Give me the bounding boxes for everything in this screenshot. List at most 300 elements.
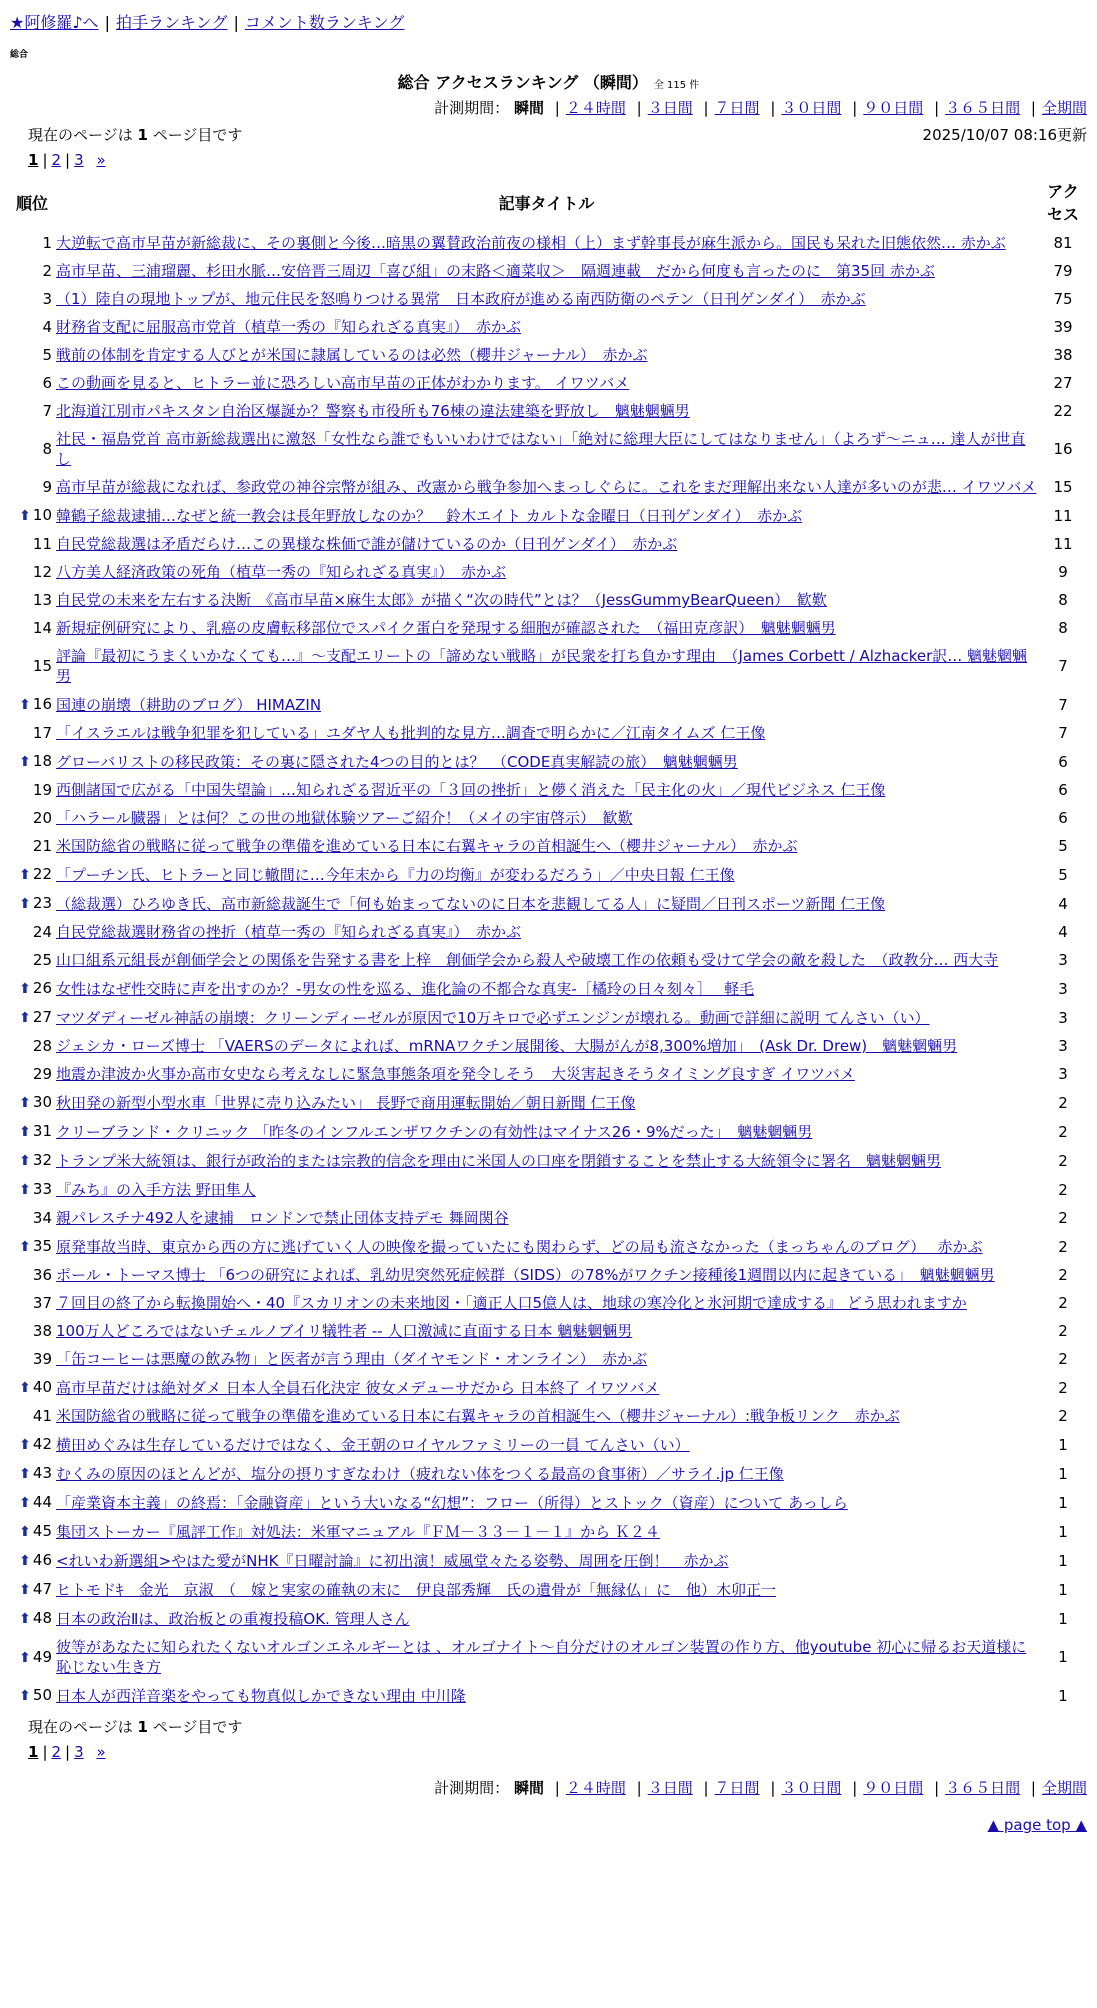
rank-cell <box>10 776 54 804</box>
article-title-link[interactable]: 自民党総裁選は矛盾だらけ…この異様な株価で誰が儲けているのか（日刊ゲンダイ） 赤かぶ <box>56 535 678 553</box>
access-count: 3 <box>1058 1008 1068 1027</box>
period-link-365d[interactable]: ３６５日間 <box>945 99 1021 117</box>
title-cell <box>54 586 1039 614</box>
rank-cell <box>10 1575 54 1604</box>
period-separator: | <box>934 99 940 117</box>
title-cell <box>54 1146 1039 1175</box>
table-row <box>10 1488 1087 1517</box>
title-cell <box>54 473 1039 501</box>
title-cell <box>54 1289 1039 1317</box>
page-top-link[interactable]: ▲ page top ▲ <box>987 1816 1087 1834</box>
table-row <box>10 719 1087 747</box>
article-title-link[interactable]: 自民党総裁選財務省の挫折（植草一秀の『知られざる真実』） 赤かぶ <box>56 923 522 941</box>
pager-next[interactable]: » <box>96 151 106 169</box>
rank-number: 14 <box>32 619 52 637</box>
rank-number: 18 <box>32 752 52 770</box>
access-count: 3 <box>1058 979 1068 998</box>
title-cell <box>54 1373 1039 1402</box>
access-count: 11 <box>1053 535 1073 553</box>
period-separator: | <box>1030 99 1036 117</box>
rank-cell <box>10 1117 54 1146</box>
table-row <box>10 1317 1087 1345</box>
rank-cell <box>10 397 54 425</box>
rank-cell <box>10 1146 54 1175</box>
table-row <box>10 501 1087 530</box>
current-page-suffix: ページ目です <box>152 1718 243 1736</box>
pager-page-2[interactable]: 2 <box>51 1743 62 1761</box>
access-count: 1 <box>1058 1686 1068 1705</box>
rank-number: 40 <box>32 1378 52 1396</box>
rank-number: 5 <box>42 346 52 364</box>
rank-number: 35 <box>32 1237 52 1255</box>
title-cell <box>54 341 1039 369</box>
article-title-link[interactable]: 評論『最初にうまくいかなくても…』〜支配エリートの「諦めない戦略」が民衆を打ち負かす理由 （James Corbett / Alzhacker訳… 魑魅魍魎男 <box>56 647 1028 685</box>
rank-cell <box>10 1546 54 1575</box>
rank-cell <box>10 257 54 285</box>
rank-cell <box>10 369 54 397</box>
rank-number: 23 <box>32 894 52 912</box>
rank-up-arrow-icon: ⬆ <box>19 754 31 770</box>
pager-bottom <box>28 1743 1087 1761</box>
article-title-link[interactable]: 原発事故当時、東京から西の方に逃げていく人の映像を撮っていたにも関わらず、どの局も流さなかった（まっちゃんのブログ） 赤かぶ <box>56 1237 983 1256</box>
rank-cell <box>10 1060 54 1088</box>
rank-up-arrow-icon: ⬆ <box>19 1437 31 1453</box>
access-count: 75 <box>1053 290 1073 308</box>
rank-number: 3 <box>42 290 52 308</box>
table-row <box>10 1459 1087 1488</box>
rank-cell <box>10 1317 54 1345</box>
access-count: 8 <box>1058 591 1068 609</box>
period-separator: | <box>554 1779 560 1797</box>
title-cell <box>54 1317 1039 1345</box>
table-row <box>10 1261 1087 1289</box>
period-link-90d[interactable]: ９０日間 <box>863 99 924 117</box>
nav-separator: | <box>104 13 110 32</box>
period-link-3d[interactable]: ３日間 <box>647 99 693 117</box>
page-info-row-bottom <box>28 1716 1087 1737</box>
table-row <box>10 1032 1087 1060</box>
period-link-24h[interactable]: ２４時間 <box>565 1779 626 1797</box>
access-count: 1 <box>1058 1609 1068 1628</box>
rank-up-arrow-icon: ⬆ <box>19 1553 31 1569</box>
article-title-link[interactable]: 韓鶴子総裁逮捕…なぜと統一教会は長年野放しなのか？ 鈴木エイト カルトな金曜日（日刊ゲンダイ） 赤かぶ <box>56 506 803 525</box>
period-separator: | <box>852 1779 858 1797</box>
period-link-365d[interactable]: ３６５日間 <box>945 1779 1021 1797</box>
access-count: 3 <box>1058 1065 1068 1083</box>
article-title-link[interactable]: マツダディーゼル神話の崩壊：クリーンディーゼルが原因で10万キロで必ずエンジンが壊れる。動画で詳細に説明 てんさい（い） <box>56 1008 930 1027</box>
rank-number: 33 <box>32 1180 52 1198</box>
access-count: 5 <box>1058 865 1068 884</box>
table-row <box>10 1633 1087 1681</box>
rank-up-arrow-icon: ⬆ <box>19 1153 31 1169</box>
rank-cell <box>10 530 54 558</box>
table-row <box>10 804 1087 832</box>
period-link-90d[interactable]: ９０日間 <box>863 1779 924 1797</box>
rank-number: 41 <box>32 1407 52 1425</box>
title-cell <box>54 1003 1039 1032</box>
table-row <box>10 558 1087 586</box>
rank-cell <box>10 889 54 918</box>
title-cell <box>54 974 1039 1003</box>
table-row <box>10 425 1087 473</box>
rank-cell <box>10 425 54 473</box>
period-separator: | <box>636 1779 642 1797</box>
access-count: 2 <box>1058 1122 1068 1141</box>
rank-number: 7 <box>42 402 52 420</box>
period-link-7d[interactable]: ７日間 <box>714 1779 760 1797</box>
pager-separator: | <box>65 151 71 169</box>
rank-number: 46 <box>32 1551 52 1569</box>
current-page-number: 1 <box>137 126 148 144</box>
article-title-link[interactable]: （総裁選）ひろゆき氏、高市新総裁誕生で「何も始まってないのに日本を悲観してる人」に疑問／日刊スポーツ新聞 仁王像 <box>56 894 886 913</box>
article-title-link[interactable]: 新規症例研究により、乳癌の皮膚転移部位でスパイク蛋白を発現する細胞が確認された （福田克彦訳） 魑魅魍魎男 <box>56 619 836 637</box>
pager-page-1[interactable]: 1 <box>28 151 39 169</box>
access-count: 79 <box>1053 262 1073 280</box>
period-link-all[interactable]: 全期間 <box>1041 99 1087 117</box>
rank-up-arrow-icon: ⬆ <box>19 1239 31 1255</box>
rank-number: 38 <box>32 1322 52 1340</box>
nav-link-applause-ranking[interactable]: 拍手ランキング <box>115 13 228 32</box>
title-cell <box>54 1459 1039 1488</box>
ranking-table <box>10 175 1087 1710</box>
header-title: 記事タイトル <box>498 193 595 213</box>
title-cell <box>54 1517 1039 1546</box>
pager-next[interactable]: » <box>96 1743 106 1761</box>
article-title-link[interactable]: 米国防総省の戦略に従って戦争の準備を進めている日本に右翼キャラの首相誕生へ（櫻井ジャーナル） 赤かぶ <box>56 837 798 855</box>
article-title-link[interactable]: 大逆転で高市早苗が新総裁に、その裏側と今後…暗黒の翼賛政治前夜の様相（上）まず幹事長が麻生派から。国民も呆れた旧態依然… 赤かぶ <box>56 234 1006 252</box>
rank-number: 34 <box>32 1209 52 1227</box>
rank-cell <box>10 1633 54 1681</box>
title-cell <box>54 1088 1039 1117</box>
article-title-link[interactable]: 西側諸国で広がる「中国失望論」…知られざる習近平の「３回の挫折」と儚く消えた「民主化の火」／現代ビジネス 仁王像 <box>56 781 886 799</box>
access-count: 2 <box>1058 1322 1068 1340</box>
article-title-link[interactable]: 『みち』の入手方法 野田隼人 <box>56 1180 256 1199</box>
access-count: 39 <box>1053 318 1073 336</box>
period-separator: | <box>1030 1779 1036 1797</box>
rank-cell <box>10 1088 54 1117</box>
period-separator: | <box>934 1779 940 1797</box>
table-row <box>10 1060 1087 1088</box>
access-count: 8 <box>1058 619 1068 637</box>
table-row <box>10 642 1087 690</box>
pager-page-1[interactable]: 1 <box>28 1743 39 1761</box>
article-title-link[interactable]: ポール・トーマス博士 「6つの研究によれば、乳幼児突然死症候群（SIDS）の78%がワクチン接種後1週間以内に起きている」 魑魅魍魎男 <box>56 1266 995 1284</box>
rank-number: 45 <box>32 1522 52 1540</box>
rank-cell <box>10 832 54 860</box>
article-title-link[interactable]: 親パレスチナ492人を逮捕 ロンドンで禁止団体支持デモ 舞岡関谷 <box>56 1209 509 1227</box>
rank-up-arrow-icon: ⬆ <box>19 1095 31 1111</box>
rank-cell <box>10 1430 54 1459</box>
rank-number: 11 <box>32 535 52 553</box>
article-title-link[interactable]: 八方美人経済政策の死角（植草一秀の『知られざる真実』） 赤かぶ <box>56 563 507 581</box>
title-cell <box>54 1204 1039 1232</box>
current-page-prefix: 現在のページは <box>28 1718 133 1736</box>
article-title-link[interactable]: 100万人どころではないチェルノブイリ犠牲者 -- 人口激減に直面する日本 魑魅魍魎男 <box>56 1322 633 1340</box>
rank-up-arrow-icon: ⬆ <box>19 1611 31 1627</box>
period-link-7d[interactable]: ７日間 <box>714 99 760 117</box>
access-count: 2 <box>1058 1350 1068 1368</box>
rank-cell <box>10 229 54 257</box>
rank-number: 22 <box>32 865 52 883</box>
title-cell <box>54 642 1039 690</box>
article-title-link[interactable]: 山口組系元組長が創価学会との関係を告発する書を上梓 創価学会から殺人や破壊工作の依頼も受けて学会の敵を殺した （政教分… 西大寺 <box>56 951 999 969</box>
rank-cell <box>10 719 54 747</box>
rank-cell <box>10 1517 54 1546</box>
header-rank: 順位 <box>15 193 48 213</box>
rank-number: 2 <box>42 262 52 280</box>
period-label: 計測期間： <box>434 1779 510 1797</box>
title-cell <box>54 369 1039 397</box>
period-link-30d[interactable]: ３０日間 <box>781 99 842 117</box>
category-label: 総合 <box>10 50 29 60</box>
access-count: 1 <box>1058 1522 1068 1541</box>
rank-up-arrow-icon: ⬆ <box>19 1524 31 1540</box>
rank-number: 42 <box>32 1435 52 1453</box>
article-title-link[interactable]: 北海道江別市パキスタン自治区爆誕か？警察も市役所も76棟の違法建築を野放し 魑魅魍魎男 <box>56 402 690 420</box>
access-count: 1 <box>1058 1551 1068 1570</box>
rank-up-arrow-icon: ⬆ <box>19 697 31 713</box>
rank-cell <box>10 974 54 1003</box>
rank-number: 47 <box>32 1580 52 1598</box>
period-link-24h[interactable]: ２４時間 <box>565 99 626 117</box>
rank-number: 44 <box>32 1493 52 1511</box>
table-row <box>10 1146 1087 1175</box>
rank-number: 8 <box>42 440 52 458</box>
rank-number: 43 <box>32 1464 52 1482</box>
access-count: 11 <box>1053 506 1073 525</box>
title-cell <box>54 860 1039 889</box>
article-title-link[interactable]: この動画を見ると、ヒトラー並に恐ろしい高市早苗の正体がわかります。 イワツバメ <box>56 374 630 392</box>
rank-up-arrow-icon: ⬆ <box>19 1688 31 1704</box>
article-title-link[interactable]: 彼等があなたに知られたくないオルゴンエネルギーとは 、オルゴナイト〜自分だけのオルゴン装置の作り方、他youtube 初心に帰るお天道様に恥じない生き方 <box>56 1638 1027 1676</box>
article-title-link[interactable]: 秋田発の新型小型水車「世界に売り込みたい」 長野で商用運転開始／朝日新聞 仁王像 <box>56 1093 636 1112</box>
rank-number: 12 <box>32 563 52 581</box>
rank-cell <box>10 690 54 719</box>
table-row <box>10 1175 1087 1204</box>
rank-number: 17 <box>32 724 52 742</box>
title-cell <box>54 776 1039 804</box>
rank-cell <box>10 1604 54 1633</box>
access-count: 1 <box>1058 1648 1068 1666</box>
current-page-suffix: ページ目です <box>152 126 243 144</box>
rank-up-arrow-icon: ⬆ <box>19 1466 31 1482</box>
table-row <box>10 1088 1087 1117</box>
pager-separator: | <box>42 1743 48 1761</box>
table-row <box>10 1289 1087 1317</box>
rank-number: 21 <box>32 837 52 855</box>
access-count: 3 <box>1058 951 1068 969</box>
access-count: 2 <box>1058 1151 1068 1170</box>
rank-number: 24 <box>32 923 52 941</box>
title-cell <box>54 690 1039 719</box>
access-count: 2 <box>1058 1378 1068 1397</box>
title-cell <box>54 1681 1039 1710</box>
title-cell <box>54 804 1039 832</box>
article-title-link[interactable]: 日本の政治Ⅱは、政治板との重複投稿OK. 管理人さん <box>56 1609 410 1628</box>
article-title-link[interactable]: トランプ米大統領は、銀行が政治的または宗教的信念を理由に米国人の口座を閉鎖することを禁止する大統領令に署名 魑魅魍魎男 <box>56 1151 942 1170</box>
article-title-link[interactable]: グローバリストの移民政策：その裏に隠された4つの目的とは？ （CODE真実解読の旅） 魑魅魍魎男 <box>56 752 738 771</box>
article-title-link[interactable]: 横田めぐみは生存しているだけではなく、金王朝のロイヤルファミリーの一員 てんさい（い） <box>56 1435 690 1454</box>
table-row <box>10 832 1087 860</box>
rank-number: 19 <box>32 781 52 799</box>
table-row <box>10 530 1087 558</box>
rank-cell <box>10 473 54 501</box>
access-count: 2 <box>1058 1294 1068 1312</box>
period-label: 計測期間： <box>434 99 510 117</box>
period-current: 瞬間 <box>513 99 544 117</box>
article-title-link[interactable]: 日本人が西洋音楽をやっても物真似しかできない理由 中川隆 <box>56 1686 466 1705</box>
rank-number: 50 <box>32 1686 52 1704</box>
table-row <box>10 614 1087 642</box>
title-cell <box>54 1117 1039 1146</box>
rank-number: 9 <box>42 478 52 496</box>
rank-cell <box>10 1232 54 1261</box>
article-title-link[interactable]: ジェシカ・ローズ博士 「VAERSのデータによれば、mRNAワクチン展開後、大腸がんが8,300%増加」 (Ask Dr. Drew) 魑魅魍魎男 <box>56 1037 958 1055</box>
rank-up-arrow-icon: ⬆ <box>19 1582 31 1598</box>
period-separator: | <box>703 1779 709 1797</box>
article-title-link[interactable]: 高市早苗、三浦瑠麗、杉田水脈…安倍晋三周辺「喜び組」の末路＜適菜収＞ 隔週連載 だから何度も言ったのに 第35回 赤かぶ <box>56 262 935 280</box>
rank-number: 28 <box>32 1037 52 1055</box>
article-title-link[interactable]: 「ハラール臓器」とは何？この世の地獄体験ツアーご紹介！（メイの宇宙啓示） 歓歎 <box>56 809 633 827</box>
rank-number: 27 <box>32 1008 52 1026</box>
article-title-link[interactable]: 戦前の体制を肯定する人びとが米国に隷属しているのは必然（櫻井ジャーナル） 赤かぶ <box>56 346 648 364</box>
rank-number: 4 <box>42 318 52 336</box>
access-count: 1 <box>1058 1493 1068 1512</box>
rank-up-arrow-icon: ⬆ <box>19 1010 31 1026</box>
access-count: 38 <box>1053 346 1073 364</box>
rank-up-arrow-icon: ⬆ <box>19 1649 31 1666</box>
article-title-link[interactable]: クリーブランド・クリニック 「昨冬のインフルエンザワクチンの有効性はマイナス26・9%だった」 魑魅魍魎男 <box>56 1122 813 1141</box>
title-cell <box>54 1232 1039 1261</box>
rank-cell <box>10 1681 54 1710</box>
period-link-30d[interactable]: ３０日間 <box>781 1779 842 1797</box>
pager-page-3[interactable]: 3 <box>74 1743 84 1761</box>
top-nav <box>10 10 1087 33</box>
article-title-link[interactable]: 高市早苗だけは絶対ダメ 日本人全員石化決定 彼女メデューサだから 日本終了 イワツバメ <box>56 1378 660 1397</box>
access-count: 1 <box>1058 1464 1068 1483</box>
rank-cell <box>10 1345 54 1373</box>
article-title-link[interactable]: 集団ストーカー『風評工作』対処法：米軍マニュアル『ＦＭ－３３－１－１』から Ｋ２４ <box>56 1522 660 1541</box>
table-row <box>10 889 1087 918</box>
period-link-all[interactable]: 全期間 <box>1041 1779 1087 1797</box>
rank-cell <box>10 1175 54 1204</box>
article-title-link[interactable]: 米国防総省の戦略に従って戦争の準備を進めている日本に右翼キャラの首相誕生へ（櫻井ジャーナル）:戦争板リンク 赤かぶ <box>56 1407 900 1425</box>
nav-link-comment-ranking[interactable]: コメント数ランキング <box>244 13 405 32</box>
access-count: 16 <box>1053 440 1073 458</box>
ranking-table-body <box>10 229 1087 1710</box>
article-title-link[interactable]: ７回目の終了から転換開始へ・40『スカリオンの未来地図・「適正人口5億人は、地球の寒冷化と氷河期で達成する』 どう思われますか <box>56 1294 967 1312</box>
access-count: 4 <box>1058 923 1068 941</box>
table-row <box>10 285 1087 313</box>
title-cell <box>54 1430 1039 1459</box>
table-row <box>10 1117 1087 1146</box>
table-row <box>10 229 1087 257</box>
table-row <box>10 1003 1087 1032</box>
article-title-link[interactable]: 自民党の未来を左右する決断 《高市早苗×麻生太郎》が描く“次の時代”とは？（JessGummyBearQueen） 歓歎 <box>56 591 827 609</box>
article-title-link[interactable]: 財務省支配に屈服高市党首（植草一秀の『知られざる真実』） 赤かぶ <box>56 318 522 336</box>
article-title-link[interactable]: 「プーチン氏、ヒトラーと同じ轍間に…今年末から『力の均衡』が変わるだろう」／中央日報 仁王像 <box>56 865 735 884</box>
rank-cell <box>10 747 54 776</box>
table-row <box>10 1345 1087 1373</box>
title-cell <box>54 397 1039 425</box>
title-cell <box>54 501 1039 530</box>
rank-cell <box>10 1032 54 1060</box>
pager-page-3[interactable]: 3 <box>74 151 84 169</box>
title-cell <box>54 1402 1039 1430</box>
article-title-link[interactable]: 「産業資本主義」の終焉：「金融資産」という大いなる“幻想”：フロー（所得）とストック（資産）について あっしら <box>56 1493 848 1512</box>
title-cell <box>54 1261 1039 1289</box>
article-title-link[interactable]: 地震か津波か火事か高市女史なら考えなしに緊急事態条項を発令しそう 大災害起きそうタイミング良すぎ イワツバメ <box>56 1065 855 1083</box>
title-cell <box>54 1488 1039 1517</box>
table-row <box>10 473 1087 501</box>
rank-number: 30 <box>32 1093 52 1111</box>
title-cell <box>54 1345 1039 1373</box>
article-title-link[interactable]: 「缶コーヒーは悪魔の飲み物」と医者が言う理由（ダイヤモンド・オンライン） 赤かぶ <box>56 1350 648 1368</box>
title-cell <box>54 1633 1039 1681</box>
rank-number: 36 <box>32 1266 52 1284</box>
rank-cell <box>10 1459 54 1488</box>
title-cell <box>54 1175 1039 1204</box>
rank-cell <box>10 918 54 946</box>
access-count: 15 <box>1053 478 1073 496</box>
access-count: 2 <box>1058 1209 1068 1227</box>
table-row <box>10 1575 1087 1604</box>
access-count: 9 <box>1058 563 1068 581</box>
rank-up-arrow-icon: ⬆ <box>19 896 31 912</box>
table-row <box>10 1681 1087 1710</box>
access-count: 6 <box>1058 781 1068 799</box>
pager-separator: | <box>42 151 48 169</box>
period-separator: | <box>703 99 709 117</box>
article-title-link[interactable]: 「イスラエルは戦争犯罪を犯している」ユダヤ人も批判的な見方…調査で明らかに／江南タイムズ 仁王像 <box>56 724 766 742</box>
period-link-3d[interactable]: ３日間 <box>647 1779 693 1797</box>
nav-link-asyura-home[interactable]: ★阿修羅♪へ <box>10 13 99 32</box>
article-title-link[interactable]: むくみの原因のほとんどが、塩分の摂りすぎなわけ（疲れない体をつくる最高の食事術）／サライ.jp 仁王像 <box>56 1464 784 1483</box>
rank-cell <box>10 1289 54 1317</box>
table-row <box>10 860 1087 889</box>
title-cell <box>54 558 1039 586</box>
access-count: 6 <box>1058 809 1068 827</box>
article-title-link[interactable]: 社民・福島党首 高市新総裁選出に激怒「女性なら誰でもいいわけではない」「絶対に総理大臣にしてはなりません」（よろず〜ニュ… 達人が世直し <box>56 430 1026 468</box>
rank-up-arrow-icon: ⬆ <box>19 981 31 997</box>
pager-page-2[interactable]: 2 <box>51 151 62 169</box>
rank-up-arrow-icon: ⬆ <box>19 1380 31 1396</box>
article-title-link[interactable]: <れいわ新選組>やはた愛がNHK『日曜討論』に初出演！威風堂々たる姿勢、周囲を圧倒！ 赤かぶ <box>56 1551 729 1570</box>
current-page-number: 1 <box>137 1718 148 1736</box>
article-title-link[interactable]: 高市早苗が総裁になれば、参政党の神谷宗幣が組み、改憲から戦争参加へまっしぐらに。これをまだ理解出来ない人達が多いのが悲… イワツバメ <box>56 478 1037 496</box>
pager-separator: | <box>65 1743 71 1761</box>
rank-number: 20 <box>32 809 52 827</box>
rank-number: 15 <box>32 657 52 675</box>
article-title-link[interactable]: 国連の崩壊（耕助のブログ） HIMAZIN <box>56 695 322 714</box>
table-header-row <box>10 175 1087 229</box>
table-row <box>10 776 1087 804</box>
rank-number: 25 <box>32 951 52 969</box>
rank-cell <box>10 860 54 889</box>
title-cell <box>54 719 1039 747</box>
article-title-link[interactable]: 女性はなぜ性交時に声を出すのか？-男女の性を巡る、進化論の不都合な真実-［橘玲の日々刻々］ 軽毛 <box>56 979 755 998</box>
rank-number: 10 <box>32 506 52 524</box>
rank-cell <box>10 558 54 586</box>
title-cell <box>54 1032 1039 1060</box>
article-title-link[interactable]: ヒトモドｷ 金光 京淑 （ 嫁と実家の確執の末に 伊良部秀輝 氏の遺骨が「無縁仏」に 他）木卯正一 <box>56 1580 777 1599</box>
rank-cell <box>10 614 54 642</box>
page-info-row <box>28 124 1087 145</box>
title-cell <box>54 832 1039 860</box>
table-row <box>10 946 1087 974</box>
article-title-link[interactable]: （1）陸自の現地トップが、地元住民を怒鳴りつける異常 日本政府が進める南西防衛のペテン（日刊ゲンダイ） 赤かぶ <box>56 290 866 308</box>
title-cell <box>54 1575 1039 1604</box>
